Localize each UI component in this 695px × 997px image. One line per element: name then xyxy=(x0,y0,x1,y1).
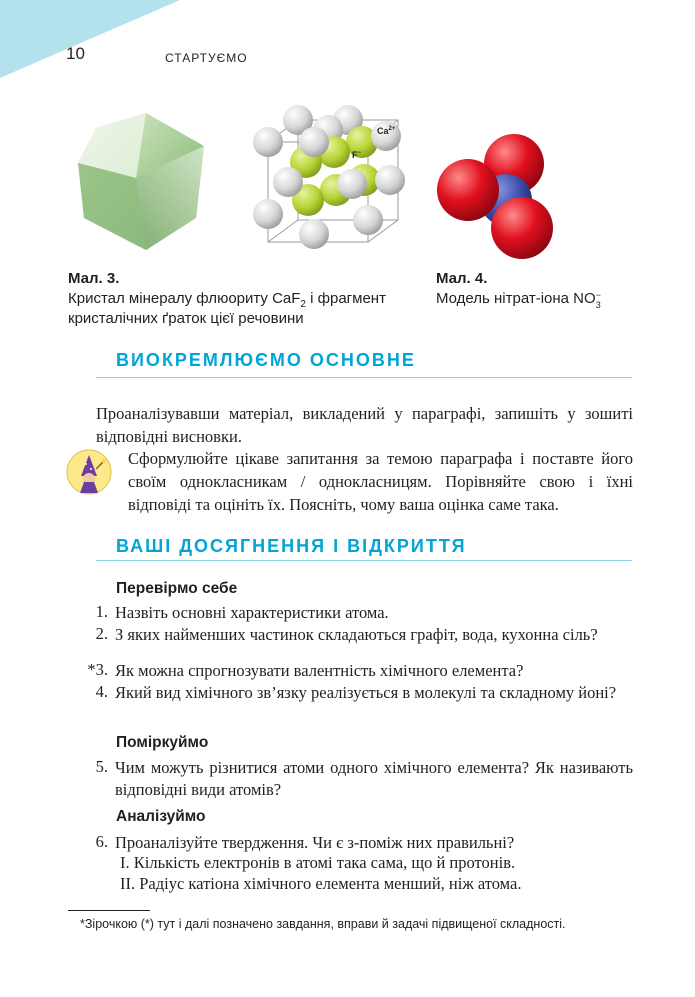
question-number: 5. xyxy=(95,757,108,776)
question-number: 4. xyxy=(95,682,108,701)
summary-paragraph: Проаналізувавши матеріал, викладений у параграфі, запишіть у зошиті відповідні висновки. xyxy=(96,404,633,446)
section-divider xyxy=(96,377,632,378)
section-heading-achievements: ВАШІ ДОСЯГНЕННЯ І ВІДКРИТТЯ xyxy=(116,536,467,556)
page-number: 10 xyxy=(66,44,85,63)
header-band xyxy=(0,0,180,78)
section-divider xyxy=(96,560,632,561)
subheading-think: Поміркуймо xyxy=(116,734,209,751)
wizard-icon xyxy=(66,449,112,495)
section-name: СТАРТУЄМО xyxy=(165,51,248,65)
question-paragraph: Сформулюйте цікаве запитання за темою параграфа і поставте його своїм однокласникам / однокласницям. Порівняйте свою і їхні відповіді та оцініть їх. Поясніть, чому ваша оцінка саме така. xyxy=(128,449,633,514)
question-4: Який вид хімічного зв’язку реалізується в молекулі та складному йоні? xyxy=(115,683,617,702)
question-number: 2. xyxy=(95,624,108,643)
question-number: 6. xyxy=(95,832,108,851)
figure4-caption: Модель нітрат-іона NO − 3 xyxy=(436,290,601,311)
ion-label-f: F− xyxy=(352,150,362,160)
subheading-analyze: Аналізуймо xyxy=(116,808,206,825)
nitrate-ion-model xyxy=(434,132,564,260)
figure3-caption-line2: кристалічних ґраток цієї речовини xyxy=(68,310,304,327)
question-2: З яких найменших частинок складаються графіт, вода, кухонна сіль? xyxy=(115,625,598,644)
ion-label-ca: $Ca^{2+}$ xyxy=(377,126,396,136)
figure3-caption-line1: Кристал мінералу флюориту CaF$_2$ і фрагмент xyxy=(68,290,386,310)
figure4-label: Мал. 4. xyxy=(436,270,488,287)
figure3-label: Мал. 3. xyxy=(68,270,120,287)
statement-1: I. Кількість електронів в атомі така сама, що й протонів. xyxy=(120,853,516,872)
question-5: Чим можуть різнитися атоми одного хімічного елемента? Як називають відповідні види атомів? xyxy=(115,758,633,799)
question-number: 1. xyxy=(95,602,108,621)
question-number: *3. xyxy=(87,660,108,679)
fluorite-crystal-image xyxy=(76,108,211,253)
footnote-divider xyxy=(68,910,150,911)
question-6: Проаналізуйте твердження. Чи є з-поміж них правильні? xyxy=(115,833,515,852)
footnote: *Зірочкою (*) тут і далі позначено завдання, вправи й задачі підвищеної складності. xyxy=(80,917,566,931)
question-3: Як можна спрогнозувати валентність хімічного елемента? xyxy=(115,661,524,680)
question-1: Назвіть основні характеристики атома. xyxy=(115,603,389,622)
statement-2: II. Радіус катіона хімічного елемента менший, ніж атома. xyxy=(120,874,522,893)
section-heading-main-points: ВИОКРЕМЛЮЄМО ОСНОВНЕ xyxy=(116,350,416,370)
subheading-check-yourself: Перевірмо себе xyxy=(116,580,238,597)
